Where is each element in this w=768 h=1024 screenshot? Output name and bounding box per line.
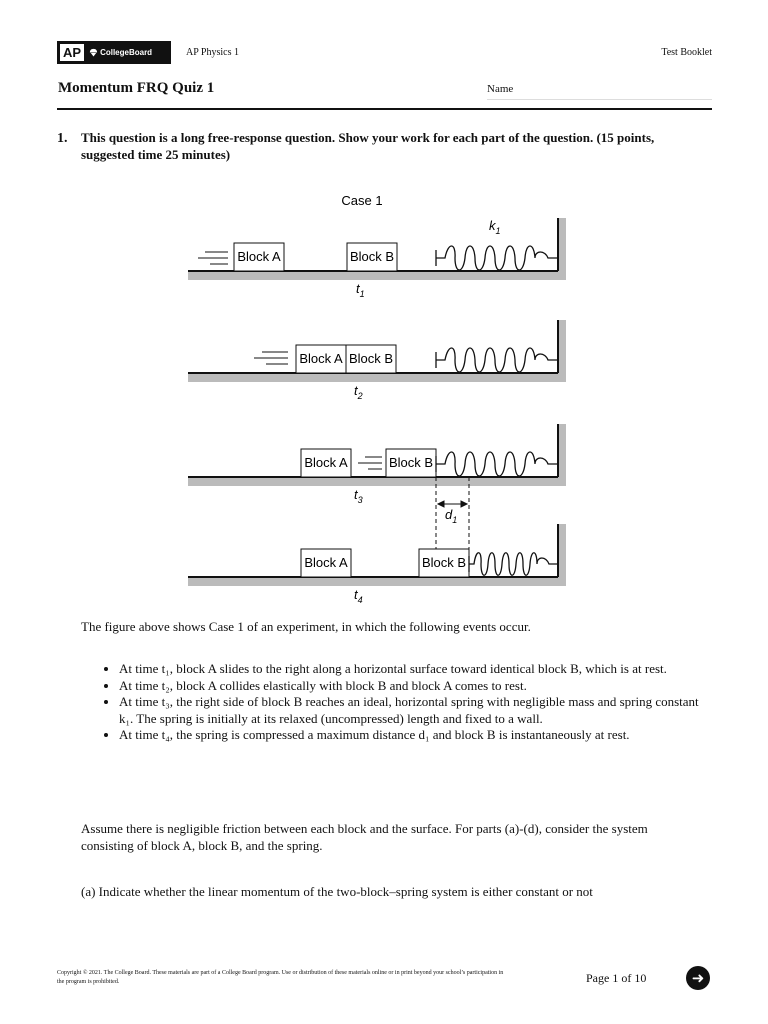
arrow-right-circle-icon: ➜	[691, 969, 705, 987]
next-page-button[interactable]	[686, 966, 710, 990]
event-list	[81, 661, 709, 744]
assumption-text: Assume there is negligible friction between each block and the surface. For parts (a)-(d), consider the system consisting of block A, block B, and the spring.	[81, 821, 648, 853]
time-label-t4: $t_4$	[354, 587, 363, 605]
collegeboard-wordmark	[89, 48, 152, 57]
case-1-figure	[180, 188, 580, 608]
block-b-label: Block B	[388, 455, 434, 470]
time-label-t3: $t_3$	[354, 487, 363, 505]
figure-intro: The figure above shows Case 1 of an experiment, in which the following events occur.	[81, 619, 531, 634]
compression-distance-marker	[436, 477, 469, 550]
distance-label: $d_1$	[445, 507, 458, 525]
page-header	[57, 41, 712, 65]
name-field-line[interactable]	[487, 99, 712, 100]
block-b-label: Block B	[348, 351, 394, 366]
question-number: 1.	[57, 131, 68, 146]
ap-collegeboard-logo	[57, 41, 171, 64]
case-label: Case 1	[341, 193, 383, 208]
header-divider	[57, 108, 712, 110]
time-label-t1: $t_1$	[356, 281, 365, 299]
spring-constant-label: $k_1$	[489, 218, 501, 236]
block-a-label: Block A	[299, 351, 343, 366]
name-label: Name	[487, 83, 514, 95]
event-item: • At time t₂, block A collides elastically with block B and block A comes to rest.	[119, 678, 709, 695]
block-a-label: Block A	[237, 249, 281, 264]
event-item: • At time t₄, the spring is compressed a maximum distance d₁ and block B is instantaneously at rest.	[119, 727, 709, 744]
panel-t1	[188, 218, 566, 299]
page-title: Momentum FRQ Quiz 1	[58, 80, 215, 96]
event-item: • At time t₃, the right side of block B reaches an ideal, horizontal spring with negligible mass and spring constant k₁. The spring is initially at its relaxed (uncompressed) length and fixed to a wall.	[119, 694, 709, 727]
ap-logo-mark: AP	[60, 44, 84, 61]
panel-t2	[188, 320, 566, 401]
event-item: • At time t₁, block A slides to the right along a horizontal surface toward identical block B, which is at rest.	[119, 661, 709, 678]
time-label-t2: $t_2$	[354, 383, 363, 401]
block-b-label: Block B	[421, 555, 467, 570]
block-a-label: Block A	[304, 555, 348, 570]
spring-relaxed	[436, 452, 558, 476]
acorn-icon	[89, 48, 98, 57]
panel-t4	[188, 524, 566, 605]
part-a-text: (a) Indicate whether the linear momentum of the two-block–spring system is either constant or not	[81, 884, 593, 899]
spring-relaxed	[436, 246, 558, 270]
booklet-label: Test Booklet	[661, 47, 712, 58]
panel-t3	[188, 424, 566, 505]
question-intro: This question is a long free-response question. Show your work for each part of the question. (15 points, suggested time 25 minutes)	[81, 130, 655, 162]
block-b-label: Block B	[349, 249, 395, 264]
course-name: AP Physics 1	[186, 47, 239, 58]
page-number: Page 1 of 10	[586, 971, 647, 985]
copyright-notice: Copyright © 2021. The College Board. These materials are part of a College Board program. Use or distribution of these materials online or in print beyond your school’s participation in the program is prohibited.	[57, 970, 504, 985]
collegeboard-text: CollegeBoard	[100, 48, 153, 57]
spring-compressed	[469, 553, 558, 576]
spring-relaxed	[436, 348, 558, 372]
block-a-label: Block A	[304, 455, 348, 470]
